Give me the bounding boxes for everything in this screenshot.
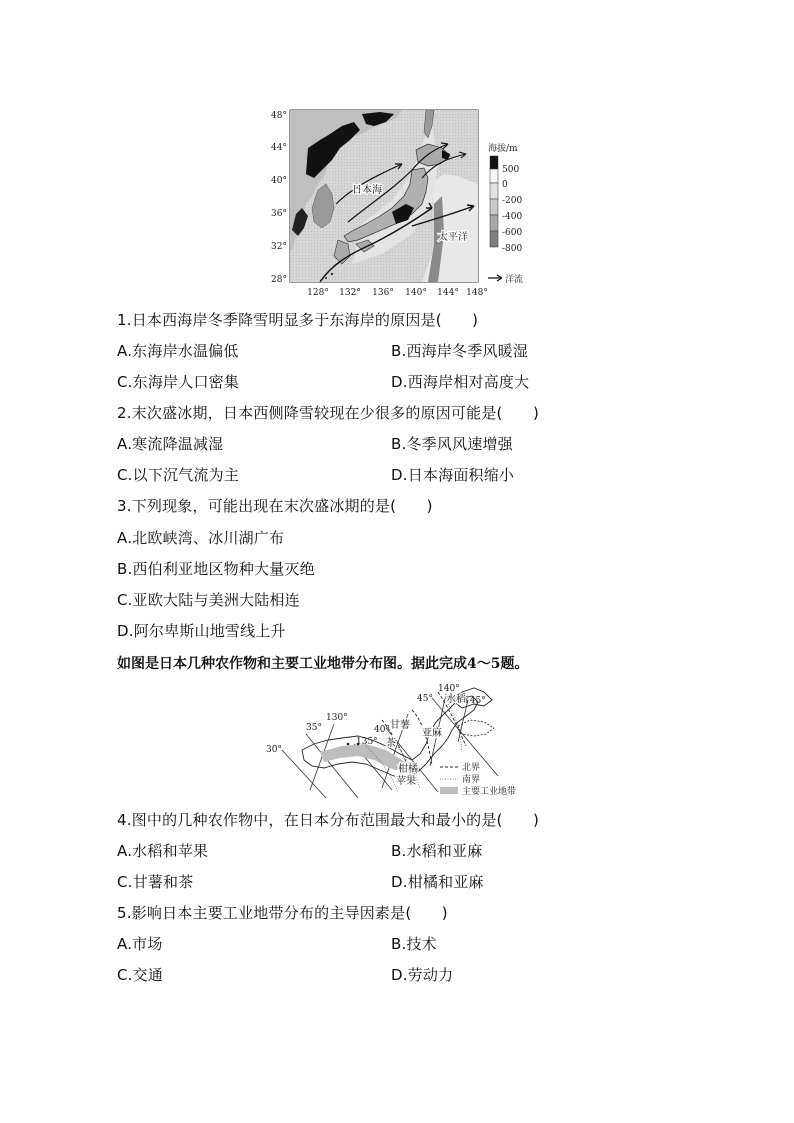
legend-swatch-200 bbox=[490, 183, 498, 199]
q5-stem: 5.影响日本主要工业地带分布的主导因素是( ) bbox=[117, 904, 448, 922]
legend-swatch-600 bbox=[490, 215, 498, 231]
deg-label: 40° bbox=[374, 725, 390, 735]
legend-swatch-500 bbox=[490, 156, 498, 169]
q3-option-d: D.阿尔卑斯山地雪线上升 bbox=[117, 622, 286, 640]
legend-swatch-400 bbox=[490, 199, 498, 215]
q3-option-b: B.西伯利亚地区物种大量灭绝 bbox=[117, 560, 315, 578]
japan-elevation-current-map bbox=[262, 104, 534, 304]
q2-option-a: A.寒流降温减湿 bbox=[117, 435, 224, 453]
q2-option-b: B.冬季风风速增强 bbox=[391, 435, 513, 453]
legend-current: 洋流 bbox=[505, 275, 524, 285]
deg-label: 35° bbox=[306, 723, 322, 733]
q1-option-b: B.西海岸冬季风暖湿 bbox=[391, 342, 529, 360]
q4-stem: 4.图中的几种农作物中，在日本分布范围最大和最小的是( ) bbox=[117, 811, 540, 829]
legend-value: -600 bbox=[502, 228, 523, 238]
deg-label: 135° bbox=[356, 737, 378, 747]
q2-stem: 2.末次盛冰期，日本西侧降雪较现在少很多的原因可能是( ) bbox=[117, 404, 540, 422]
lat-label: 36° bbox=[271, 209, 287, 219]
deg-label: 30° bbox=[266, 745, 282, 755]
legend-north: 北界 bbox=[462, 763, 481, 773]
q2-option-c: C.以下沉气流为主 bbox=[117, 466, 240, 484]
q1-stem: 1.日本西海岸冬季降雪明显多于东海岸的原因是( ) bbox=[117, 311, 479, 329]
lon-label: 136° bbox=[372, 288, 394, 298]
legend-value: -200 bbox=[502, 196, 523, 206]
q3-option-a: A.北欧峡湾、冰川湖广布 bbox=[117, 529, 285, 547]
q1-option-c: C.东海岸人口密集 bbox=[117, 373, 240, 391]
legend-value: 500 bbox=[502, 165, 520, 175]
deg-label: 45° bbox=[417, 694, 433, 704]
q4-option-a: A.水稻和苹果 bbox=[117, 842, 209, 860]
lon-label: 144° bbox=[437, 288, 459, 298]
legend-industry-swatch bbox=[440, 787, 458, 794]
label-japan-sea: 日本海 bbox=[352, 185, 382, 196]
crop-label-tea: 茶 bbox=[386, 738, 396, 749]
current-arrow-icon bbox=[488, 275, 502, 281]
legend-value: 0 bbox=[502, 180, 508, 190]
lon-label: 148° bbox=[466, 288, 488, 298]
deg-label: 130° bbox=[326, 713, 348, 723]
crop-label-sweet-potato: 甘薯 bbox=[390, 720, 410, 731]
lat-label: 44° bbox=[271, 143, 287, 153]
label-pacific: 太平洋 bbox=[438, 232, 468, 243]
deg-label: 145° bbox=[464, 696, 486, 706]
q5-option-b: B.技术 bbox=[391, 935, 437, 953]
legend-swatch-800 bbox=[490, 231, 498, 247]
q4-option-b: B.水稻和亚麻 bbox=[391, 842, 483, 860]
q3-stem: 3.下列现象，可能出现在末次盛冰期的是( ) bbox=[117, 497, 433, 515]
q5-option-d: D.劳动力 bbox=[391, 966, 454, 984]
crop-label-apple: 苹果 bbox=[396, 776, 416, 787]
lon-label: 140° bbox=[405, 288, 427, 298]
legend-value: -400 bbox=[502, 212, 523, 222]
intro-text: 如图是日本几种农作物和主要工业地带分布图。据此完成4～5题。 bbox=[117, 656, 529, 672]
crop-label-flax: 亚麻 bbox=[422, 728, 442, 739]
lat-label: 28° bbox=[271, 275, 287, 285]
q3-option-c: C.亚欧大陆与美洲大陆相连 bbox=[117, 591, 300, 609]
q1-option-a: A.东海岸水温偏低 bbox=[117, 342, 239, 360]
q5-option-c: C.交通 bbox=[117, 966, 164, 984]
lon-label: 128° bbox=[307, 288, 329, 298]
q1-option-d: D.西海岸相对高度大 bbox=[391, 373, 530, 391]
lat-label: 32° bbox=[271, 242, 287, 252]
legend-title: 海拔/m bbox=[488, 144, 518, 154]
japan-crops-industry-map bbox=[262, 680, 542, 804]
lon-label: 132° bbox=[339, 288, 361, 298]
legend-south: 南界 bbox=[462, 775, 481, 785]
deg-label: 140° bbox=[438, 684, 460, 694]
legend-value: -800 bbox=[502, 244, 523, 254]
q2-option-d: D.日本海面积缩小 bbox=[391, 466, 515, 484]
crop-label-citrus: 柑橘 bbox=[398, 764, 418, 775]
lat-label: 48° bbox=[271, 111, 287, 121]
q4-option-c: C.甘薯和茶 bbox=[117, 873, 194, 891]
lat-label: 40° bbox=[271, 176, 287, 186]
legend-swatch-0 bbox=[490, 169, 498, 183]
legend-industry: 主要工业地带 bbox=[462, 787, 517, 797]
q5-option-a: A.市场 bbox=[117, 935, 163, 953]
crop-label-rice: 水稻 bbox=[446, 694, 466, 705]
q4-option-d: D.柑橘和亚麻 bbox=[391, 873, 484, 891]
